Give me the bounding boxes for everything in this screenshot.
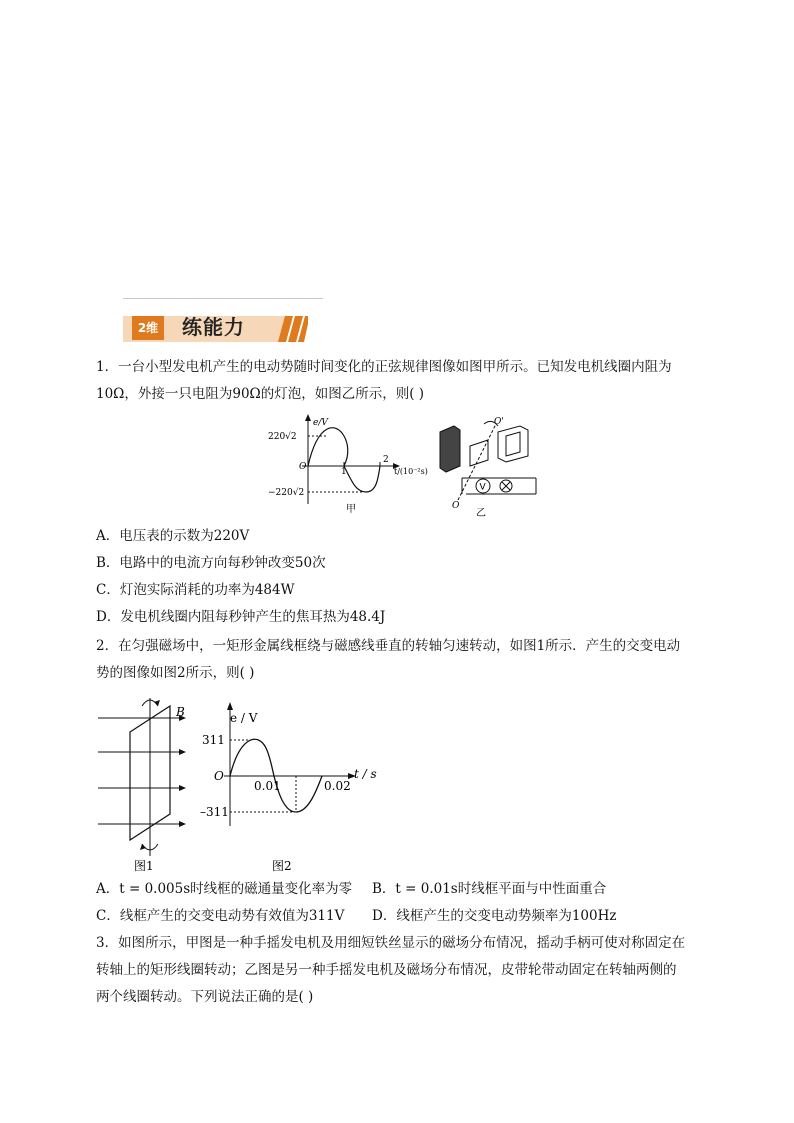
jia-x-label: t/(10⁻²s) <box>394 467 428 476</box>
q1-stem-line2: 10Ω，外接一只电阻为90Ω的灯泡，如图乙所示，则( ) <box>96 386 425 402</box>
section-title: 练能力 <box>182 315 245 339</box>
yi-magnet-left <box>440 426 460 472</box>
fig2-x-label: t / s <box>354 767 377 781</box>
q1-stem-line1: 1．一台小型发电机产生的电动势随时间变化的正弦规律图像如图甲所示。已知发电机线圈内阻为 <box>96 359 672 375</box>
section-badge: 2维 <box>132 316 164 340</box>
fig2-y-max: 311 <box>202 733 225 747</box>
q2-option-c: C．线框产生的交变电动势有效值为311V <box>96 908 345 924</box>
yi-label-otop: O' <box>494 417 504 427</box>
fig2-caption: 图2 <box>272 859 292 873</box>
q3-stem-line3: 两个线圈转动。下列说法正确的是( ) <box>96 989 314 1005</box>
q1-option-b: B．电路中的电流方向每秒钟改变50次 <box>96 555 326 571</box>
q2-stem-line1: 2．在匀强磁场中，一矩形金属线框绕与磁感线垂直的转轴匀速转动，如图1所示．产生的交变电动 <box>96 638 681 654</box>
jia-tick-1: 1 <box>341 467 347 477</box>
q2-option-d: D．线框产生的交变电动势频率为100Hz <box>372 908 617 924</box>
q1-figure-yi <box>436 416 556 520</box>
q1-figure-jia <box>266 412 436 522</box>
jia-y-max: 220√2 <box>268 432 297 442</box>
jia-origin: O <box>299 462 307 472</box>
yi-label-obottom: O <box>452 501 460 511</box>
q2-option-a: A．t = 0.005s时线框的磁通量变化率为零 <box>96 881 353 897</box>
fig1-caption: 图1 <box>134 859 154 873</box>
q1-option-d: D．发电机线圈内阻每秒钟产生的焦耳热为48.4J <box>96 609 386 625</box>
jia-sine-curve <box>308 428 380 492</box>
q3-stem-line1: 3．如图所示，甲图是一种手摇发电机及用细短铁丝显示的磁场分布情况，摇动手柄可使对称固定在 <box>96 935 686 951</box>
q2-figure-1 <box>94 696 204 874</box>
jia-caption: 甲 <box>346 504 356 515</box>
q1-option-c: C．灯泡实际消耗的功率为484W <box>96 582 295 598</box>
q1-option-a: A．电压表的示数为220V <box>96 528 250 544</box>
fig2-y-label: e / V <box>230 711 258 725</box>
fig2-tick-1: 0.01 <box>254 779 281 793</box>
jia-y-min: −220√2 <box>268 488 305 498</box>
yi-caption: 乙 <box>476 508 486 519</box>
section-top-rule <box>123 298 323 299</box>
q3-stem-line2: 转轴上的矩形线圈转动；乙图是另一种手摇发电机及磁场分布情况，皮带轮带动固定在转轴两侧的 <box>96 962 677 978</box>
q2-figure-2 <box>200 700 384 874</box>
fig2-origin: O <box>214 769 224 783</box>
jia-y-label: e/V <box>313 418 328 428</box>
svg-text:V: V <box>479 482 486 493</box>
fig1-b-label: B <box>176 705 185 719</box>
jia-tick-2: 2 <box>383 455 389 465</box>
q2-stem-line2: 势的图像如图2所示，则( ) <box>96 665 255 681</box>
fig2-tick-2: 0.02 <box>324 779 351 793</box>
fig2-y-min: –311 <box>200 805 229 819</box>
q2-option-b: B．t = 0.01s时线框平面与中性面重合 <box>372 881 607 897</box>
